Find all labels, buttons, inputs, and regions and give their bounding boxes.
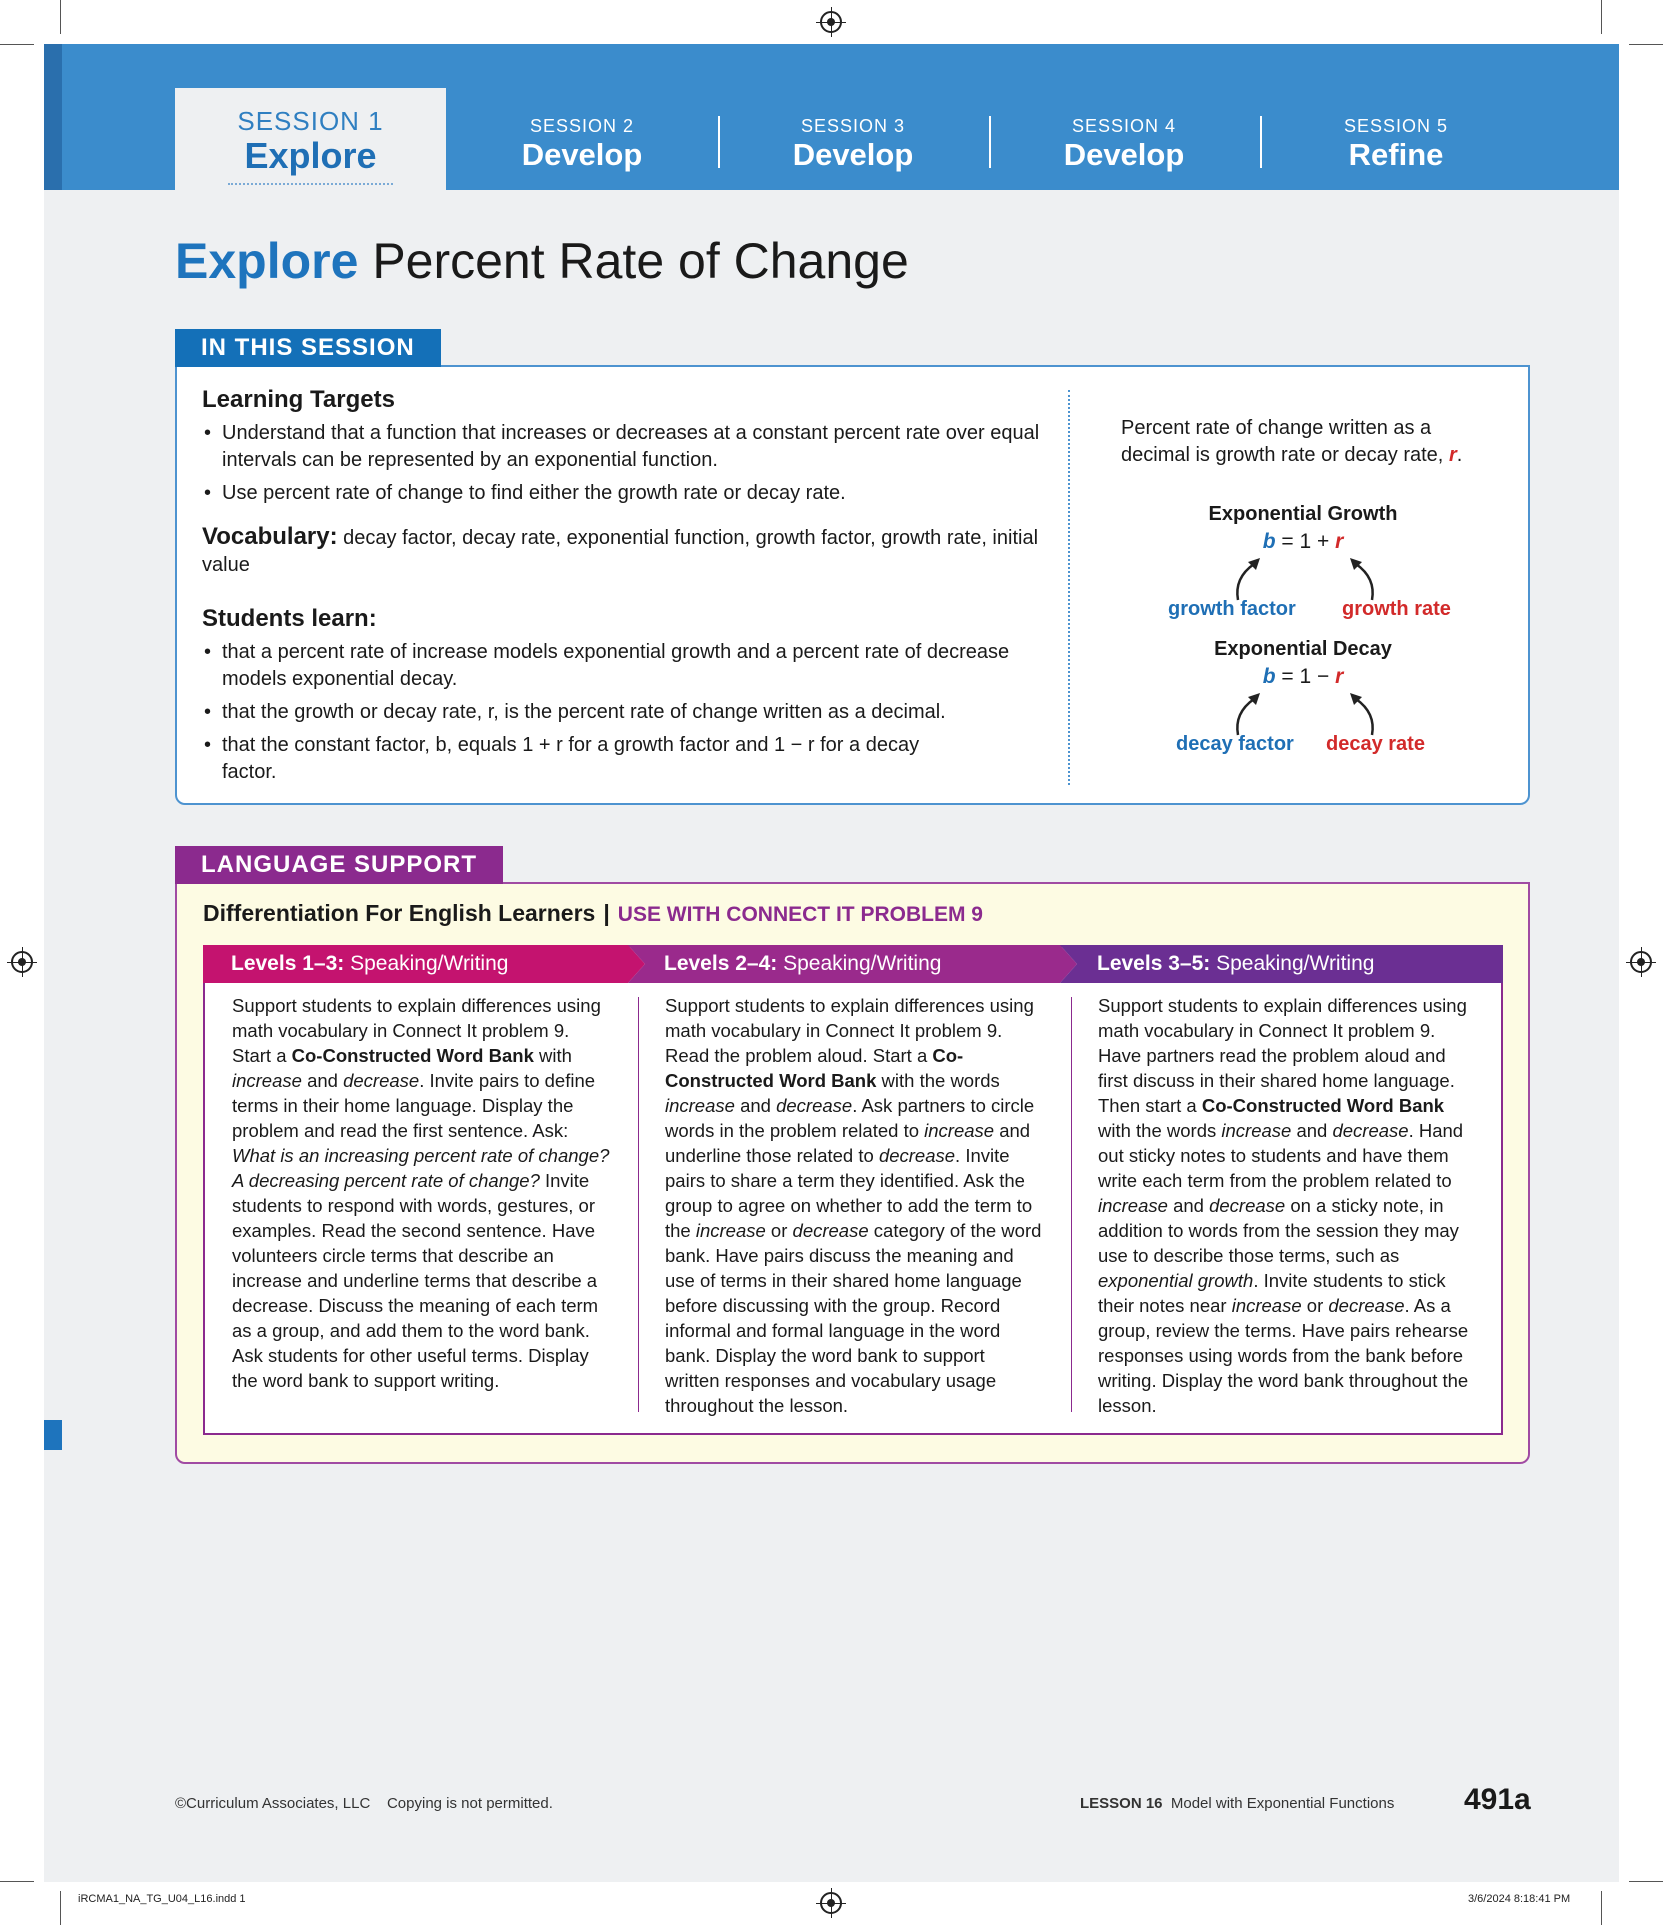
tab-separator <box>1260 116 1262 168</box>
page-title-rest: Percent Rate of Change <box>372 233 909 289</box>
level-mode: Speaking/Writing <box>350 952 509 975</box>
page-edge-tab <box>44 1420 62 1450</box>
crop-mark <box>1601 1891 1602 1925</box>
eq-b: b <box>1262 665 1276 688</box>
side-note: Percent rate of change written as a decimal is growth rate or decay rate, r. <box>1121 417 1463 466</box>
level-mode: Speaking/Writing <box>1216 952 1375 975</box>
copy-note: Copying is not permitted. <box>386 1795 553 1812</box>
decay-factor-label: decay factor <box>1176 733 1294 755</box>
page-title <box>175 232 909 290</box>
tab-session-label: SESSION 5 <box>1343 116 1449 136</box>
registration-mark-icon <box>11 951 33 973</box>
level-label: Levels 2–4: <box>664 952 778 975</box>
header-edge-strip <box>44 44 62 190</box>
side-note-text: Percent rate of change written as a decimal is growth rate or decay rate, <box>1121 417 1444 466</box>
decay-rate-label: decay rate <box>1326 733 1425 755</box>
copyright-text: ©Curriculum Associates, LLC <box>175 1795 371 1812</box>
eq-r: r <box>1335 665 1344 688</box>
crop-mark <box>60 0 61 34</box>
timestamp-slug: 3/6/2024 8:18:41 PM <box>1468 1893 1571 1905</box>
eq-b: b <box>1262 530 1276 553</box>
tab-session-name: Develop <box>792 137 914 172</box>
language-support-label: LANGUAGE SUPPORT <box>175 846 503 884</box>
level-2-text: Support students to explain differences using math vocabulary in Connect It problem 9. Read the problem aloud. Start a Co-Constructed Word Bank with the words increase and decrease. Ask partners to circle words in the problem related to increase and underline those related to decrease. Invite pairs to share a term they identified. Ask the group to agree on whether to add the term to the increase or decrease category of the word bank. Have pairs discuss the meaning and use of terms in their shared home language before discussing with the group. Record informal and formal language in the word bank. Display the word bank to support written responses and vocabulary usage throughout the lesson. <box>665 995 1042 1416</box>
tab-session-name: Explore <box>244 135 377 176</box>
growth-rate-label: growth rate <box>1342 598 1451 620</box>
tab-session-name: Develop <box>521 137 643 172</box>
divider <box>1068 390 1070 785</box>
level-1-header <box>203 945 633 983</box>
tab-session-label: SESSION 3 <box>800 116 906 136</box>
level-label: Levels 3–5: <box>1097 952 1211 975</box>
footer-lesson <box>1080 1795 1394 1812</box>
vocabulary-text: decay factor, decay rate, exponential function, growth factor, growth rate, initial value <box>202 527 1039 576</box>
level-3-header <box>1069 945 1499 983</box>
file-slug: iRCMA1_NA_TG_U04_L16.indd 1 <box>78 1893 246 1905</box>
page-title-bold: Explore <box>175 233 359 289</box>
vocabulary-heading: Vocabulary: <box>202 523 338 550</box>
students-learn-item: • that the constant factor, b, equals 1 + r for a growth factor and 1 − r for a decay factor. <box>202 732 942 786</box>
crop-mark <box>0 1881 34 1882</box>
arrow-icon <box>1356 699 1373 735</box>
tab-separator <box>718 116 720 168</box>
tab-session-2[interactable] <box>462 116 702 173</box>
registration-mark-icon <box>1630 951 1652 973</box>
level-2-header <box>636 945 1066 983</box>
arrow-icon <box>1237 564 1254 600</box>
use-with-label: USE WITH CONNECT IT PROBLEM 9 <box>617 903 983 926</box>
crop-mark <box>1601 0 1602 34</box>
differentiation-title: Differentiation For English Learners <box>203 900 596 926</box>
eq-mid: = 1 + <box>1281 530 1330 553</box>
crop-mark <box>1629 44 1663 45</box>
students-learn-item: • that a percent rate of increase models exponential growth and a percent rate of decrease models exponential decay. <box>202 639 1042 693</box>
column-divider <box>1071 997 1072 1412</box>
vocabulary <box>202 523 1042 579</box>
page-number: 491a <box>1464 1783 1531 1816</box>
level-1-text: Support students to explain differences using math vocabulary in Connect It problem 9. Start a Co-Constructed Word Bank with increase and decrease. Invite pairs to define terms in their home language. Display the problem and read the first sentence. Ask: What is an increasing percent rate of change? A decreasing percent rate of change? Invite students to respond with words, gestures, or examples. Read the second sentence. Have volunteers circle terms that describe an increase and underline terms that describe a decrease. Discuss the meaning of each term as a group, and add them to the word bank. Ask students for other useful terms. Display the word bank to support writing. <box>232 995 610 1391</box>
tab-session-4[interactable] <box>1004 116 1244 173</box>
in-this-session-label: IN THIS SESSION <box>175 329 441 367</box>
level-mode: Speaking/Writing <box>783 952 942 975</box>
arrow-icon <box>1356 564 1373 600</box>
tab-session-label: SESSION 1 <box>237 106 384 136</box>
lesson-label: LESSON 16 <box>1080 1795 1163 1812</box>
learning-targets-heading: Learning Targets <box>202 386 395 413</box>
students-learn-heading: Students learn: <box>202 605 377 632</box>
tab-session-name: Develop <box>1063 137 1185 172</box>
lesson-title: Model with Exponential Functions <box>1170 1795 1395 1812</box>
session-content-left <box>202 386 1042 786</box>
side-note-variable: r <box>1448 444 1457 466</box>
learning-target-item: • Understand that a function that increases or decreases at a constant percent rate over equal intervals can be represented by an exponential function. <box>202 420 1042 474</box>
tab-session-3[interactable] <box>733 116 973 173</box>
heading-separator: | <box>603 900 610 926</box>
eq-r: r <box>1335 530 1344 553</box>
level-3-text: Support students to explain differences using math vocabulary in Connect It problem 9. Have partners read the problem aloud and first discuss in their shared home language. Then start a Co-Constructed Word Bank with the words increase and decrease. Hand out sticky notes to students and have them write each term from the problem related to increase and decrease on a sticky note, in addition to words from the session they may use to describe those terms, such as exponential growth. Invite students to stick their notes near increase or decrease. As a group, review the terms. Have pairs rehearse responses using words from the bank before writing. Display the word bank throughout the lesson. <box>1098 995 1469 1416</box>
tab-session-name: Refine <box>1348 137 1444 172</box>
students-learn-item: • that the growth or decay rate, r, is the percent rate of change written as a decimal. <box>202 699 1042 726</box>
differentiation-heading <box>203 900 983 927</box>
crop-mark <box>60 1891 61 1925</box>
tab-session-1[interactable] <box>175 88 446 190</box>
registration-mark-icon <box>820 1892 842 1914</box>
tab-session-label: SESSION 4 <box>1071 116 1177 136</box>
footer-copyright <box>175 1795 553 1812</box>
tab-separator <box>989 116 991 168</box>
arrow-icon <box>1237 699 1254 735</box>
tab-underline <box>228 183 393 185</box>
growth-factor-label: growth factor <box>1168 598 1296 620</box>
level-label: Levels 1–3: <box>231 952 345 975</box>
tab-session-5[interactable] <box>1276 116 1516 173</box>
learning-target-item: • Use percent rate of change to find either the growth rate or decay rate. <box>202 480 1042 507</box>
registration-mark-icon <box>820 11 842 33</box>
decay-heading: Exponential Decay <box>1214 638 1392 660</box>
crop-mark <box>1629 1881 1663 1882</box>
column-divider <box>638 997 639 1412</box>
eq-mid: = 1 − <box>1281 665 1330 688</box>
crop-mark <box>0 44 34 45</box>
growth-heading: Exponential Growth <box>1208 503 1398 525</box>
tab-session-label: SESSION 2 <box>529 116 635 136</box>
